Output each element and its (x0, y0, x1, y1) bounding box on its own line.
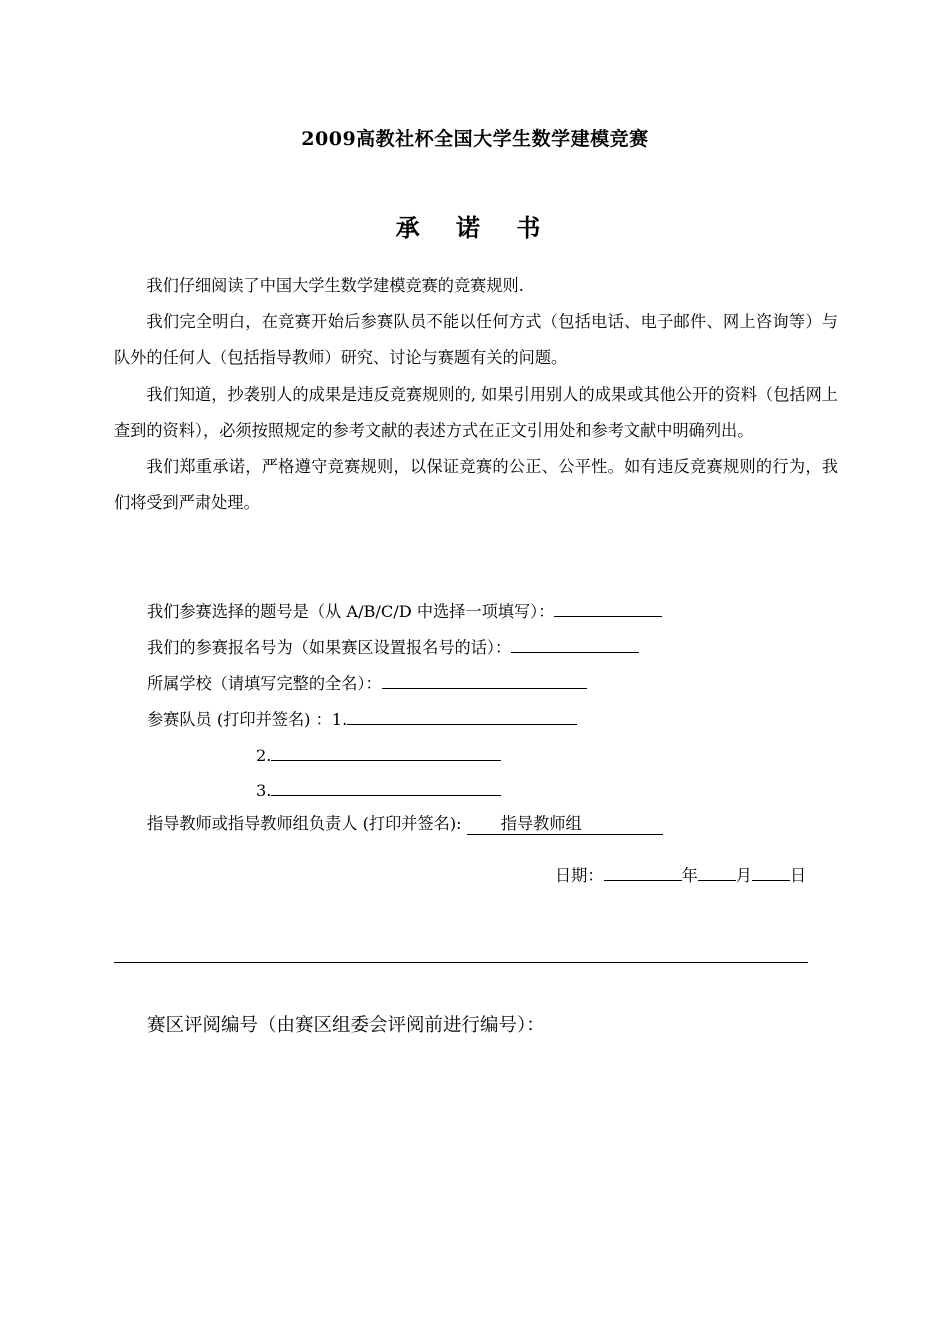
member-blank-3[interactable] (271, 777, 501, 796)
month-label: 月 (735, 866, 752, 885)
day-blank[interactable] (752, 862, 790, 881)
school-blank[interactable] (382, 670, 587, 689)
member-number-1: 1. (331, 710, 348, 729)
day-label: 日 (789, 866, 807, 885)
document-title: 承 诺 书 (395, 213, 555, 242)
registration-number-label: 我们的参赛报名号为（如果赛区设置报名号的话）： (147, 638, 512, 657)
competition-heading: 2009高教社杯全国大学生数学建模竞赛 (301, 128, 649, 150)
problem-number-blank[interactable] (554, 598, 662, 617)
school-row (147, 670, 587, 695)
year-blank[interactable] (604, 862, 682, 881)
registration-number-blank[interactable] (511, 634, 639, 653)
member-row-1 (147, 706, 577, 731)
pledge-body (114, 268, 838, 521)
advisor-label: 指导教师或指导教师组负责人 (打印并签名): (147, 814, 462, 833)
registration-number-row (147, 634, 639, 659)
school-label: 所属学校（请填写完整的全名）： (147, 674, 382, 693)
members-label: 参赛队员 (打印并签名) ： (147, 710, 332, 729)
member-blank-2[interactable] (271, 742, 501, 761)
member-row-2 (256, 742, 501, 767)
member-blank-1[interactable] (347, 706, 577, 725)
date-row (555, 862, 806, 886)
date-label: 日期： (555, 866, 604, 885)
member-number-2: 2. (256, 746, 272, 765)
member-number-3: 3. (256, 781, 272, 800)
advisor-row (147, 813, 663, 835)
pledge-paragraph-4: 我们郑重承诺，严格遵守竞赛规则，以保证竞赛的公正、公平性。如有违反竞赛规则的行为，我们将受到严肃处理。 (114, 457, 838, 513)
member-row-3 (256, 777, 501, 802)
pledge-paragraph-3: 我们知道，抄袭别人的成果是违反竞赛规则的, 如果引用别人的成果或其他公开的资料（包括网上查到的资料），必须按照规定的参考文献的表述方式在正文引用处和参考文献中明确列出。 (114, 384, 838, 440)
advisor-value[interactable]: 指导教师组 (467, 814, 663, 835)
section-divider (114, 962, 808, 963)
problem-number-label: 我们参赛选择的题号是（从 A/B/C/D 中选择一项填写）： (147, 602, 555, 621)
problem-number-row (147, 598, 662, 623)
pledge-paragraph-1: 我们仔细阅读了中国大学生数学建模竞赛的竞赛规则. (146, 276, 524, 295)
pledge-paragraph-2: 我们完全明白，在竞赛开始后参赛队员不能以任何方式（包括电话、电子邮件、网上咨询等）与队外的任何人（包括指导教师）研究、讨论与赛题有关的问题。 (114, 312, 838, 368)
review-number-label: 赛区评阅编号（由赛区组委会评阅前进行编号）： (147, 1015, 545, 1036)
year-label: 年 (681, 866, 698, 885)
month-blank[interactable] (698, 862, 736, 881)
